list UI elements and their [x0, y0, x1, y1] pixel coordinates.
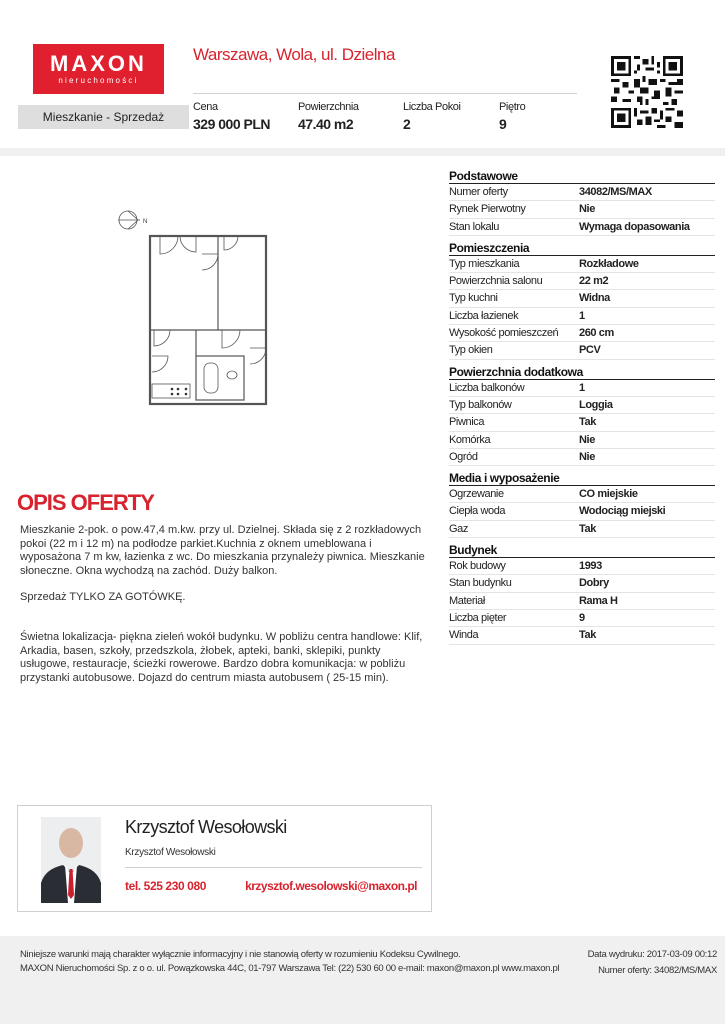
detail-key: Ogrzewanie — [449, 488, 504, 501]
footer-print-date: Data wydruku: 2017-03-09 00:12 — [587, 949, 717, 960]
floor-plan-image — [112, 198, 272, 410]
page-footer — [0, 936, 725, 1024]
agent-subtitle: Krzysztof Wesołowski — [125, 847, 216, 858]
detail-row — [449, 290, 715, 307]
qr-code-icon — [611, 56, 683, 128]
detail-key: Wysokość pomieszczeń — [449, 327, 559, 340]
stat-label: Cena — [193, 101, 218, 113]
detail-value: Tak — [579, 629, 596, 642]
footer-left — [20, 948, 559, 976]
detail-row — [449, 201, 715, 218]
detail-value: 1 — [579, 381, 585, 394]
detail-value: Tak — [579, 522, 596, 535]
section-title: Media i wyposażenie — [449, 470, 715, 486]
detail-row — [449, 256, 715, 273]
stat-value: 2 — [403, 116, 411, 132]
detail-row — [449, 414, 715, 431]
detail-row — [449, 308, 715, 325]
agent-card — [17, 805, 432, 912]
detail-row — [449, 325, 715, 342]
detail-key: Rok budowy — [449, 560, 506, 573]
detail-row — [449, 558, 715, 575]
detail-row — [449, 273, 715, 290]
detail-row — [449, 449, 715, 466]
detail-key: Liczba pięter — [449, 611, 507, 624]
detail-value: Wymaga dopasowania — [579, 220, 690, 233]
detail-row — [449, 397, 715, 414]
detail-key: Stan lokalu — [449, 220, 500, 233]
detail-key: Piwnica — [449, 416, 485, 429]
detail-value: Nie — [579, 433, 595, 446]
detail-row — [449, 503, 715, 520]
description-paragraph: Sprzedaż TYLKO ZA GOTÓWKĘ. — [20, 591, 186, 603]
stat-value: 9 — [499, 116, 507, 132]
details-section — [449, 470, 715, 538]
detail-key: Typ okien — [449, 344, 493, 357]
details-section — [449, 168, 715, 236]
logo-main-text: MAXON — [50, 51, 147, 76]
detail-value: 1993 — [579, 560, 602, 573]
agent-photo — [41, 817, 101, 903]
details-section — [449, 364, 715, 466]
footer-offer-number: Numer oferty: 34082/MS/MAX — [598, 965, 717, 976]
detail-value: Rozkładowe — [579, 257, 639, 270]
details-section — [449, 542, 715, 644]
detail-value: Nie — [579, 203, 595, 216]
section-title: Powierzchnia dodatkowa — [449, 364, 715, 380]
description-title: OPIS OFERTY — [17, 490, 154, 515]
description-paragraph: Świetna lokalizacja- piękna zieleń wokół budynku. W pobliżu centra handlowe: Klif, Arkadia, basen, szkoły, przedszkola, żłobek, apteki, banki, sklepiki, punkty usługowe, restauracje, ścieżki rowerowe. Bardzo dobra komunikacja: w pobliżu przystanki autobusowe. Dojazd do centrum miasta autobusem ( 25-15 min). — [20, 631, 423, 684]
detail-key: Stan budynku — [449, 577, 512, 590]
detail-row — [449, 521, 715, 538]
detail-key: Rynek Pierwotny — [449, 203, 526, 216]
detail-value: Loggia — [579, 398, 613, 411]
detail-key: Numer oferty — [449, 186, 508, 198]
stat-floor — [499, 101, 525, 132]
detail-key: Liczba łazienek — [449, 309, 519, 322]
detail-key: Liczba balkonów — [449, 381, 525, 394]
section-title: Budynek — [449, 542, 715, 558]
stat-rooms — [403, 101, 461, 132]
agent-email-link[interactable]: krzysztof.wesolowski@maxon.pl — [245, 879, 417, 893]
detail-row — [449, 380, 715, 397]
agent-divider — [125, 867, 422, 868]
description-body — [20, 524, 430, 698]
detail-key: Materiał — [449, 594, 485, 607]
stat-value: 329 000 PLN — [193, 116, 270, 132]
detail-value: Wodociąg miejski — [579, 505, 666, 518]
header-band — [0, 148, 725, 156]
details-panel — [449, 168, 715, 649]
detail-value: 1 — [579, 309, 585, 322]
footer-company: MAXON Nieruchomości Sp. z o o. ul. Powązkowska 44C, 01-797 Warszawa Tel: (22) 530 60 00 e-mail: maxon@maxon.pl www.maxon.pl — [20, 963, 560, 974]
stat-label: Powierzchnia — [298, 101, 359, 113]
detail-row — [449, 342, 715, 359]
stat-area — [298, 101, 359, 132]
detail-value: 22 m2 — [579, 275, 609, 288]
stat-price — [193, 101, 270, 132]
offer-type-badge: Mieszkanie - Sprzedaż — [18, 105, 189, 129]
detail-row — [449, 593, 715, 610]
detail-key: Winda — [449, 629, 479, 642]
detail-row — [449, 486, 715, 503]
detail-value: 9 — [579, 611, 585, 624]
detail-key: Typ mieszkania — [449, 257, 520, 270]
detail-value: Nie — [579, 450, 595, 463]
logo-sub-text: nieruchomości — [58, 76, 139, 85]
detail-key: Typ kuchni — [449, 292, 498, 305]
agent-name: Krzysztof Wesołowski — [125, 817, 287, 837]
section-title: Pomieszczenia — [449, 240, 715, 256]
agent-phone-link[interactable]: tel. 525 230 080 — [125, 879, 207, 893]
detail-key: Ogród — [449, 450, 478, 463]
page-header — [0, 0, 725, 148]
detail-value: Tak — [579, 416, 596, 429]
footer-disclaimer: Niniejsze warunki mają charakter wyłącznie informacyjny i nie stanowią oferty w rozumieniu Kodeksu Cywilnego. — [20, 949, 461, 960]
detail-row — [449, 432, 715, 449]
offer-title: Warszawa, Wola, ul. Dzielna — [193, 45, 395, 64]
detail-key: Typ balkonów — [449, 398, 512, 411]
detail-row — [449, 610, 715, 627]
detail-value: CO miejskie — [579, 488, 638, 501]
detail-value: Dobry — [579, 577, 609, 590]
detail-key: Komórka — [449, 433, 491, 446]
detail-row — [449, 575, 715, 592]
section-title: Podstawowe — [449, 168, 715, 184]
footer-right — [588, 948, 717, 978]
detail-value: Rama H — [579, 594, 618, 607]
detail-value: Widna — [579, 292, 610, 305]
detail-row — [449, 219, 715, 236]
stat-value: 47.40 m2 — [298, 116, 354, 132]
details-section — [449, 240, 715, 360]
svg-text:N: N — [143, 219, 148, 225]
maxon-logo — [33, 44, 164, 94]
detail-value: 34082/MS/MAX — [579, 186, 652, 198]
detail-value: 260 cm — [579, 327, 614, 340]
detail-row — [449, 184, 715, 201]
detail-key: Ciepła woda — [449, 505, 506, 518]
header-divider — [193, 93, 577, 94]
detail-key: Powierzchnia salonu — [449, 275, 543, 288]
detail-row — [449, 627, 715, 644]
stat-label: Liczba Pokoi — [403, 101, 461, 113]
detail-key: Gaz — [449, 522, 468, 535]
description-paragraph: Mieszkanie 2-pok. o pow.47,4 m.kw. przy ul. Dzielnej. Składa się z 2 rozkładowych pokoi (22 m i 12 m) na podłodze parkiet.Kuchnia z oknem umeblowana i wyposażona 7 m kw, łazienka z wc. Do mieszkania przynależy piwnica. Mieszkanie słoneczne. Okna wychodzą na zachód. Duży balkon. — [20, 524, 425, 577]
detail-value: PCV — [579, 344, 601, 357]
stat-label: Piętro — [499, 101, 526, 113]
